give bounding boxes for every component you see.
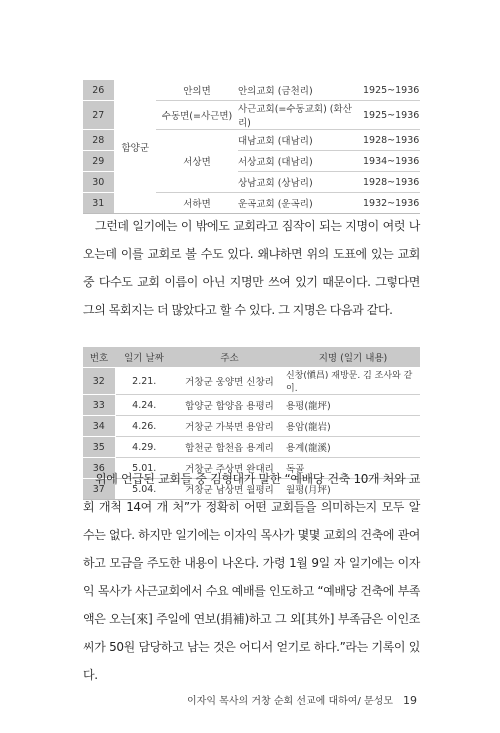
page-footer <box>187 692 417 707</box>
table-row <box>83 416 420 437</box>
years-cell: 1925~1936 <box>363 80 420 101</box>
header-address: 주소 <box>173 347 286 368</box>
date-cell: 5.04. <box>115 479 173 500</box>
row-number: 37 <box>83 479 115 500</box>
row-number: 35 <box>83 437 115 458</box>
running-title: 이자익 목사의 거창 순회 선교에 대하여/ 문성모 <box>187 696 393 707</box>
header-date: 일기 날짜 <box>115 347 173 368</box>
row-number: 30 <box>83 172 114 193</box>
page-number: 19 <box>403 694 417 707</box>
church-cell: 대남교회 (대남리) <box>238 130 363 151</box>
address-cell: 거창군 남상면 월평리 <box>173 479 286 500</box>
row-number: 31 <box>83 193 114 214</box>
row-number: 34 <box>83 416 115 437</box>
place-cell: 독골 <box>286 458 420 479</box>
row-number: 36 <box>83 458 115 479</box>
years-cell: 1925~1936 <box>363 101 420 130</box>
years-cell: 1934~1936 <box>363 151 420 172</box>
paragraph-1 <box>83 212 420 324</box>
church-cell: 운곡교회 (운곡리) <box>238 193 363 214</box>
row-number: 26 <box>83 80 114 101</box>
years-cell: 1932~1936 <box>363 193 420 214</box>
row-number: 33 <box>83 395 115 416</box>
row-number: 29 <box>83 151 114 172</box>
date-cell: 2.21. <box>115 368 173 395</box>
address-cell: 거창군 가북면 용암리 <box>173 416 286 437</box>
date-cell: 4.24. <box>115 395 173 416</box>
row-number: 32 <box>83 368 115 395</box>
date-cell: 5.01. <box>115 458 173 479</box>
row-number: 27 <box>83 101 114 130</box>
years-cell: 1928~1936 <box>363 130 420 151</box>
years-cell: 1928~1936 <box>363 172 420 193</box>
area-cell: 서하면 <box>156 193 238 214</box>
date-cell: 4.29. <box>115 437 173 458</box>
header-number: 번호 <box>83 347 115 368</box>
paragraph-2 <box>83 465 420 689</box>
place-cell: 용계(龍溪) <box>286 437 420 458</box>
table-row <box>83 395 420 416</box>
place-cell: 신창(愼昌) 재방문. 김 조사와 같이. <box>286 368 420 395</box>
header-place: 지명 (일기 내용) <box>286 347 420 368</box>
church-cell: 상남교회 (상남리) <box>238 172 363 193</box>
church-cell: 사근교회(=수동교회) (화산리) <box>238 101 363 130</box>
table-row <box>83 437 420 458</box>
table-row <box>83 80 420 101</box>
place-cell: 용평(龍坪) <box>286 395 420 416</box>
address-cell: 거창군 주상면 완대리 <box>173 458 286 479</box>
area-cell: 안의면 <box>156 80 238 101</box>
date-cell: 4.26. <box>115 416 173 437</box>
paragraph-2-text: 위에 언급된 교회들 중 김형대가 말한 “예배당 건축 10개 처와 교회 개척 14여 개 처”가 정확히 어떤 교회들을 의미하는지 모두 알 수는 없다. 하지만 일기에는 이자익 목사가 몇몇 교회의 건축에 관여하고 모금을 주도한 내용이 나온다. 가령 1월 9일 자 일기에는 이자익 목사가 사근교회에서 수요 예배를 인도하고 “예배당 건축에 부족액은 오는[來] 주일에 연보(捐補)하고 그 외[其外] 부족금은 이인조 씨가 50원 담당하고 남는 것은 어디서 얻기로 하다.”라는 기록이 있다. <box>83 472 420 682</box>
church-cell: 안의교회 (금천리) <box>238 80 363 101</box>
church-cell: 서상교회 (대남리) <box>238 151 363 172</box>
address-cell: 합천군 합천읍 용계리 <box>173 437 286 458</box>
table-header-row <box>83 347 420 368</box>
row-number: 28 <box>83 130 114 151</box>
area-cell: 서상면 <box>156 130 238 193</box>
area-cell: 수동면(=사근면) <box>156 101 238 130</box>
paragraph-1-text: 그런데 일기에는 이 밖에도 교회라고 짐작이 되는 지명이 여럿 나오는데 이를 교회로 볼 수도 있다. 왜냐하면 위의 도표에 있는 교회 중 다수도 교회 이름이 아닌 지명만 쓰여 있기 때문이다. 그렇다면 그의 목회지는 더 많았다고 할 수 있다. 그 지명은 다음과 같다. <box>83 219 420 317</box>
place-cell: 월평(月坪) <box>286 479 420 500</box>
county-cell: 함양군 <box>114 80 156 214</box>
address-cell: 거창군 웅양면 신창리 <box>173 368 286 395</box>
table-row <box>83 368 420 395</box>
place-cell: 용암(龍岩) <box>286 416 420 437</box>
address-cell: 합양군 합양읍 용평리 <box>173 395 286 416</box>
church-table <box>83 80 420 214</box>
